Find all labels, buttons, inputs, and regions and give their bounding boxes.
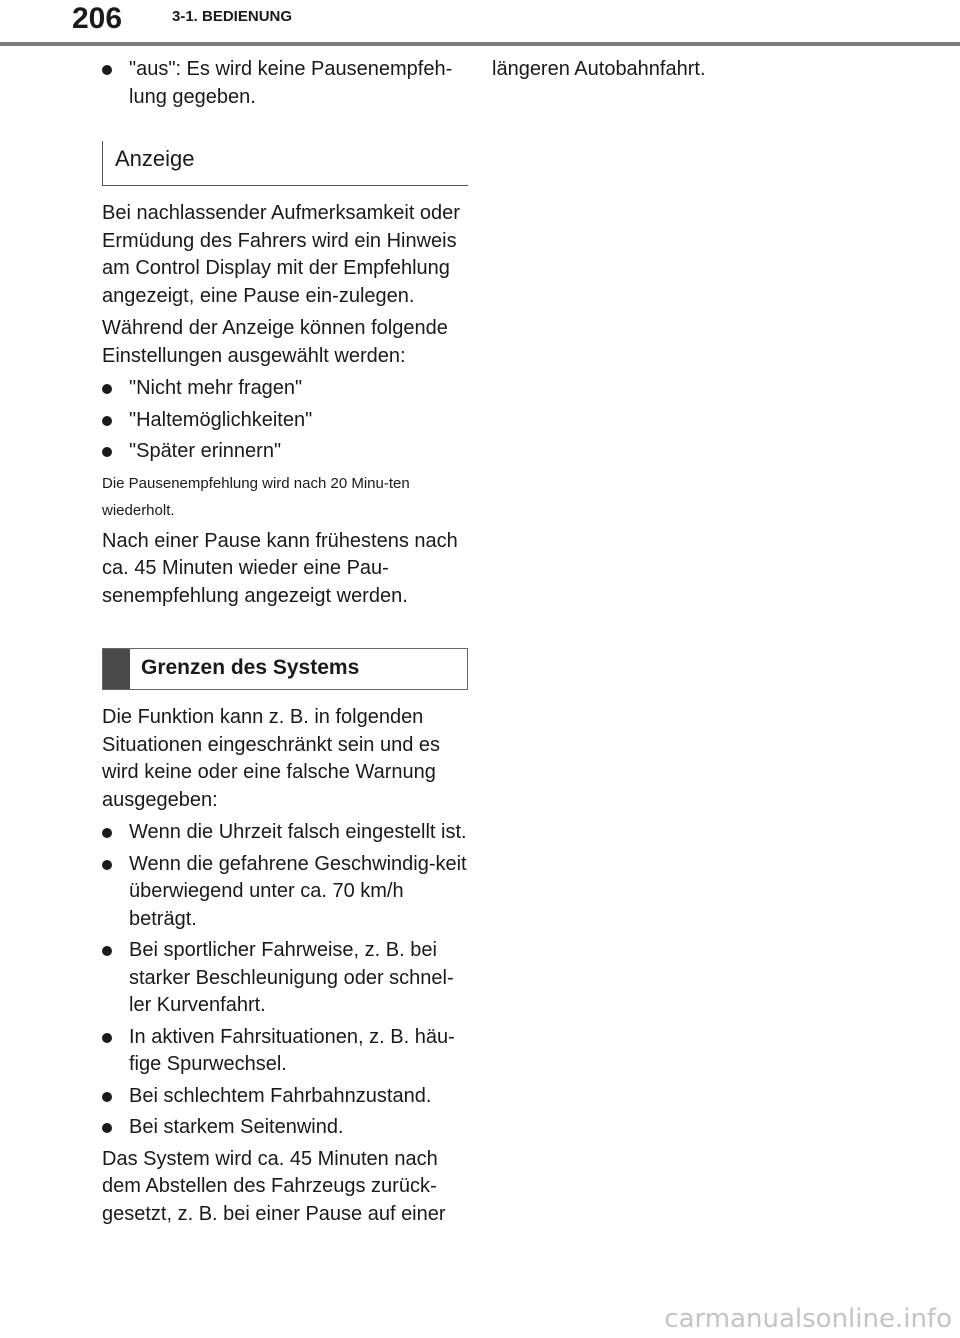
bullet-icon	[102, 1092, 112, 1102]
limit-text: Bei sportlicher Fahrweise, z. B. bei starker Beschleunigung oder schnel-ler Kurvenfahrt.	[129, 939, 454, 1016]
list-item	[102, 819, 468, 847]
section-title: 3-1. BEDIENUNG	[172, 8, 293, 25]
note-text: Die Pausenempfehlung wird nach 20 Minu-ten wiederholt.	[102, 474, 410, 519]
heading-grenzen	[102, 648, 468, 690]
right-column	[492, 56, 872, 89]
list-item	[102, 438, 468, 466]
heading-anzeige-label: Anzeige	[115, 146, 195, 171]
heading-anzeige	[102, 141, 468, 186]
list-item	[102, 407, 468, 435]
bullet-list-top	[102, 56, 468, 111]
paragraph: Bei nachlassender Aufmerksamkeit oder Ermüdung des Fahrers wird ein Hinweis am Control Display mit der Empfehlung angezeigt, eine Pause ein-zulegen.	[102, 202, 460, 307]
paragraph: Die Funktion kann z. B. in folgenden Situationen eingeschränkt sein und es wird keine oder eine falsche Warnung ausgegeben:	[102, 706, 441, 811]
bullet-icon	[102, 946, 112, 956]
bullet-icon	[102, 828, 112, 838]
limits-list	[102, 819, 468, 1142]
paragraph: Während der Anzeige können folgende Einstellungen ausgewählt werden:	[102, 317, 448, 367]
bullet-icon	[102, 1123, 112, 1133]
list-item	[102, 1083, 468, 1111]
limit-text: In aktiven Fahrsituationen, z. B. häu-fige Spurwechsel.	[129, 1025, 455, 1075]
list-item	[102, 375, 468, 403]
list-item	[102, 56, 468, 111]
list-item	[102, 937, 468, 1020]
list-item	[102, 1114, 468, 1142]
bullet-text: "aus": Es wird keine Pausenempfeh-lung gegeben.	[129, 58, 453, 108]
bullet-icon	[102, 416, 112, 426]
option-text: "Nicht mehr fragen"	[129, 377, 303, 399]
limit-text: Bei starkem Seitenwind.	[129, 1116, 344, 1138]
bullet-icon	[102, 1033, 112, 1043]
paragraph: Das System wird ca. 45 Minuten nach dem Abstellen des Fahrzeugs zurück-gesetzt, z. B. bei einer Pause auf einer	[102, 1147, 446, 1225]
paragraph: Nach einer Pause kann frühestens nach ca. 45 Minuten wieder eine Pau-senempfehlung angezeigt werden.	[102, 529, 458, 607]
option-text: "Später erinnern"	[129, 440, 282, 462]
heading-grenzen-label: Grenzen des Systems	[141, 656, 360, 679]
left-column	[102, 56, 468, 1233]
bullet-icon	[102, 860, 112, 870]
bullet-icon	[102, 447, 112, 457]
limit-text: Wenn die gefahrene Geschwindig-keit überwiegend unter ca. 70 km/h beträgt.	[129, 852, 467, 930]
heading-bar	[103, 649, 130, 689]
bullet-icon	[102, 384, 112, 394]
header-divider	[0, 42, 960, 46]
paragraph-continued: längeren Autobahnfahrt.	[492, 58, 706, 80]
list-item	[102, 851, 468, 934]
limit-text: Wenn die Uhrzeit falsch eingestellt ist.	[129, 821, 467, 843]
watermark-link[interactable]: carmanualsonline.info	[664, 1304, 952, 1334]
page-number: 206	[72, 2, 123, 35]
options-list	[102, 375, 468, 466]
option-text: "Haltemöglichkeiten"	[129, 408, 313, 431]
limit-text: Bei schlechtem Fahrbahnzustand.	[129, 1084, 432, 1107]
page-header	[0, 0, 960, 46]
list-item	[102, 1024, 468, 1079]
bullet-icon	[102, 65, 112, 75]
